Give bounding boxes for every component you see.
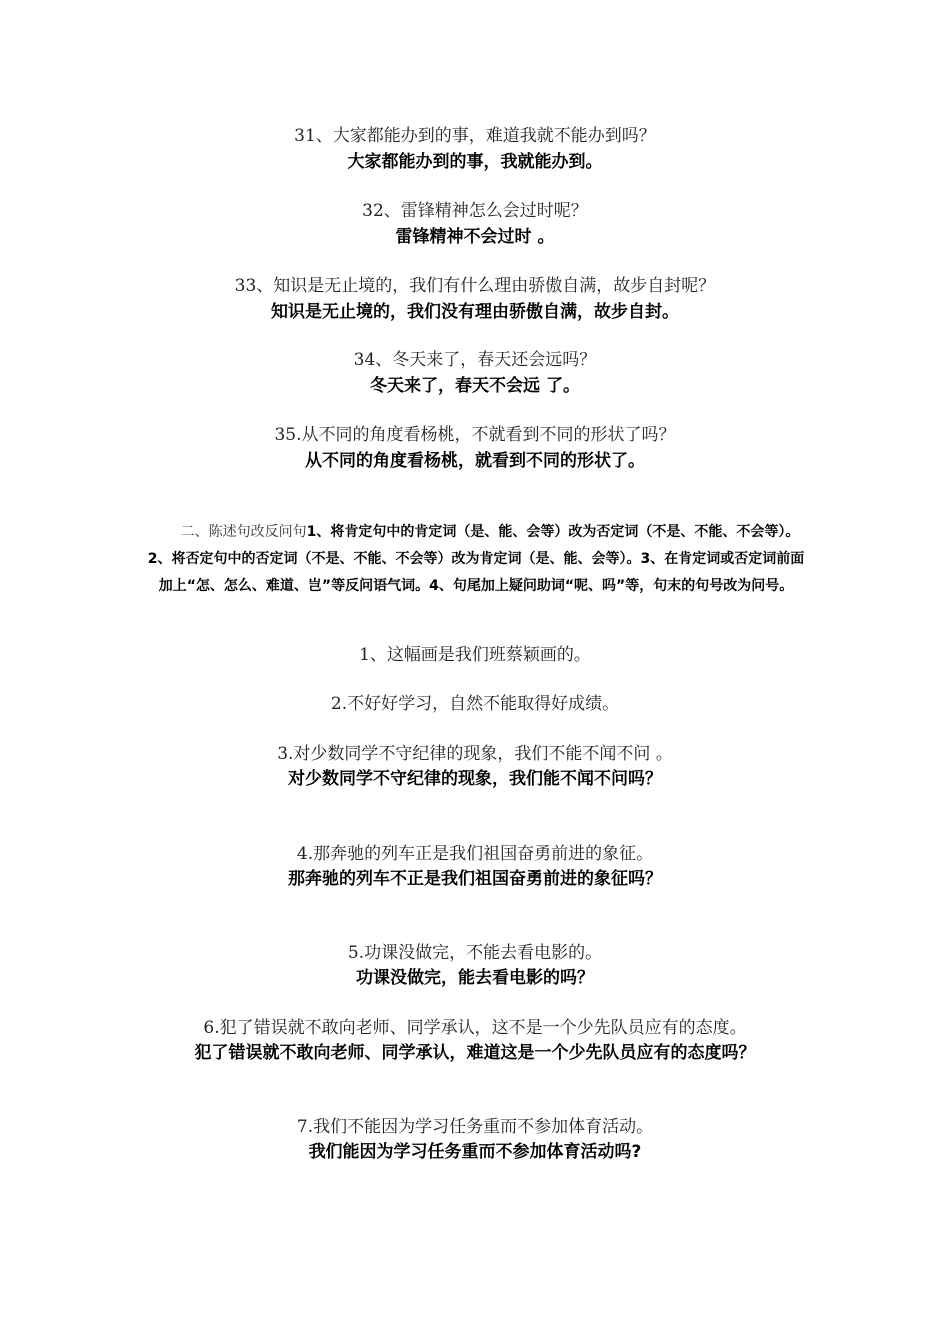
question-35: 35.从不同的角度看杨桃，不就看到不同的形状了吗？ <box>274 425 676 445</box>
answer-32: 雷锋精神不会过时 。 <box>395 227 555 247</box>
item-4-answer: 那奔驰的列车不正是我们祖国奋勇前进的象征吗？ <box>288 869 662 889</box>
section-rules-text: 1、将肯定句中的肯定词（是、能、会等）改为否定词（不是、不能、不会等）。2、将否定句中的否定词（不是、不能、不会等）改为肯定词（是、能、会等）。3、在肯定词或否定词前面加上“怎、怎么、难道、岂”等反问语气词。4、句尾加上疑问助词“呢、吗”等，句末的句号改为问号。 <box>147 524 805 594</box>
item-5-answer: 功课没做完，能去看电影的吗？ <box>356 968 594 988</box>
section-title: 二、陈述句改反问句 <box>180 524 307 540</box>
answer-34: 冬天来了，春天不会远 了。 <box>370 376 580 396</box>
question-34: 34、冬天来了，春天还会远吗？ <box>353 350 597 370</box>
item-6-question: 6.犯了错误就不敢向老师、同学承认，这不是一个少先队员应有的态度。 <box>203 1018 747 1038</box>
question-33: 33、知识是无止境的，我们有什么理由骄傲自满，故步自封呢？ <box>234 276 716 296</box>
question-31: 31、大家都能办到的事，难道我就不能办到吗？ <box>294 126 656 146</box>
item-7-answer: 我们能因为学习任务重而不参加体育活动吗? <box>308 1142 642 1162</box>
answer-35: 从不同的角度看杨桃，就看到不同的形状了。 <box>305 451 645 471</box>
answer-31: 大家都能办到的事，我就能办到。 <box>347 152 603 172</box>
question-32: 32、雷锋精神怎么会过时呢？ <box>362 201 588 221</box>
item-1-question: 1、这幅画是我们班蔡颖画的。 <box>359 645 591 665</box>
item-4-question: 4.那奔驰的列车正是我们祖国奋勇前进的象征。 <box>296 844 654 864</box>
item-7-question: 7.我们不能因为学习任务重而不参加体育活动。 <box>296 1117 654 1137</box>
answer-33: 知识是无止境的，我们没有理由骄傲自满，故步自封。 <box>271 302 679 322</box>
item-2-question: 2.不好好学习，自然不能取得好成绩。 <box>330 694 620 714</box>
item-3-question: 3.对少数同学不守纪律的现象，我们不能不闻不问 。 <box>277 744 673 764</box>
section-rules <box>142 519 810 600</box>
item-3-answer: 对少数同学不守纪律的现象，我们能不闻不问吗？ <box>288 769 662 789</box>
item-6-answer: 犯了错误就不敢向老师、同学承认，难道这是一个少先队员应有的态度吗？ <box>194 1043 756 1063</box>
item-5-question: 5.功课没做完，不能去看电影的。 <box>347 943 603 963</box>
